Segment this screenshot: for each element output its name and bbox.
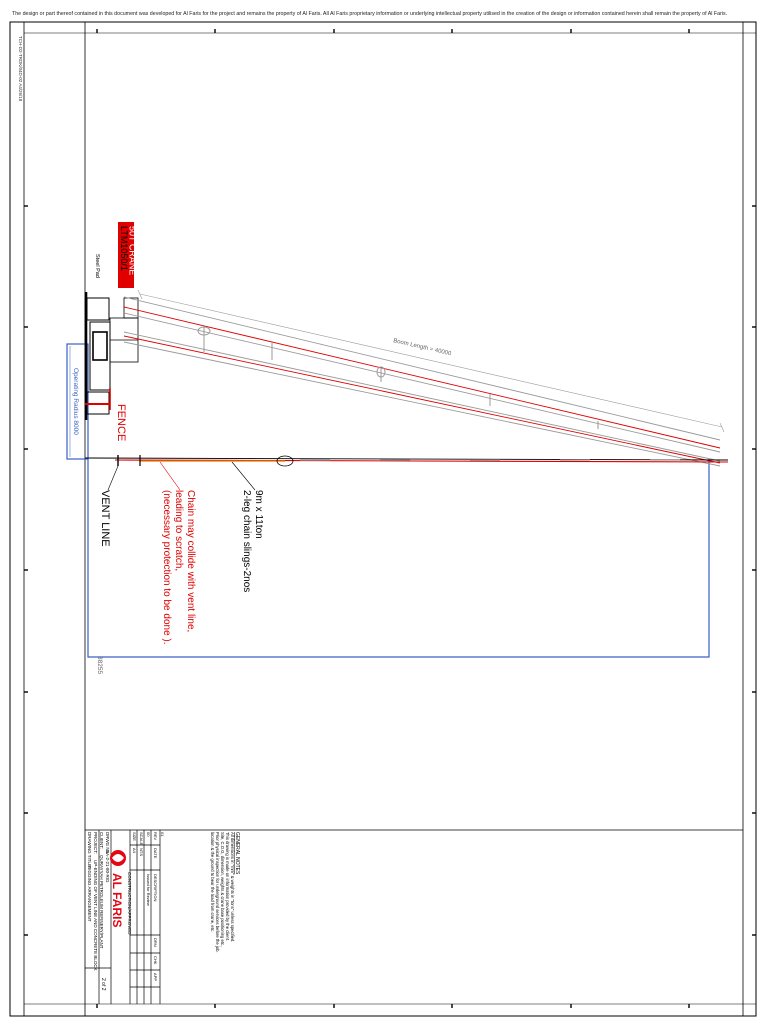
rev-row-2-description: Issued for Review <box>146 874 151 906</box>
load-dimension-label: 38255 <box>96 656 103 675</box>
drawing-number-label: DRWG No. <box>105 832 110 855</box>
note-5: location & the ground to bear the load from crane, etc. <box>210 832 215 933</box>
boom-length-label: Boom Length = 40000 <box>392 338 452 358</box>
steel-pad-label: Steel Pad <box>94 254 100 278</box>
crane-boom <box>124 297 720 466</box>
vent-line-leader <box>108 466 118 490</box>
sling-label-type: 2-leg chain slings-2nos <box>241 490 252 593</box>
side-reference: TCH-D2-TRDK/04D-02 A4/26/18 <box>18 36 23 102</box>
project-value: UP-ENDING OF VENT LINE AND CONCRETE BLOCK <box>93 860 98 971</box>
note-4: Prior physical inspection for underground services before the job. <box>215 832 220 953</box>
client-label: CLIENT: <box>99 832 104 849</box>
sling-leader <box>232 462 255 490</box>
disclaimer-text: The design or part thereof contained in this document was developed for Al Faris for the project and remains the property of Al Faris. All Al Faris proprietary information or underlying intellectual property utilised in the creation of the design or information contained herein shall remain the property of Al Faris. <box>12 11 728 17</box>
logo-text: AL FARIS <box>110 873 124 928</box>
rev-header-chk: CHK <box>153 956 158 965</box>
crane-body <box>86 292 138 420</box>
boom-length-tick-end <box>720 423 724 432</box>
fence-label: FENCE <box>115 404 127 442</box>
sling-label-size: 9m x 11ton <box>253 490 264 539</box>
rev-header-date: DATE <box>153 848 158 859</box>
rev-header-drn: DRN <box>153 938 158 947</box>
rev-row-1-no: 01 <box>160 832 165 837</box>
notes-heading: GENERAL NOTES <box>234 832 240 875</box>
sheet-number: 2 of 2 <box>100 978 106 991</box>
client-value: QURAYYAH PETROLEUM REFINERY/PLANT <box>99 855 104 949</box>
rev-row-2-no: 00 <box>146 832 151 837</box>
crane-label-model: LTM1050/1 <box>119 226 129 271</box>
warning-line-1: Chain may collide with vent line, <box>185 490 196 633</box>
operating-radius-label: Operating Radius 8000 <box>72 368 79 435</box>
rev-header-description: DESCRIPTION <box>153 874 158 902</box>
drawing-number-value: SA-2-21-80-RIG <box>105 850 110 883</box>
note-2: This drawing is made on information provided by the client. <box>225 832 230 942</box>
note-1: All dimensions in "mm" & weights in "tons" unless specified. <box>230 832 235 943</box>
outer-border <box>10 22 756 1016</box>
crane-label-capacity: 50T CRANE <box>127 226 138 276</box>
rev-header-app: APP <box>153 973 158 982</box>
zone-ticks <box>24 29 756 1008</box>
rev-header-rev: REV <box>153 832 158 841</box>
note-3: Site, C.O.G, dimension, weights & crane base positioning etc., <box>220 832 225 948</box>
warning-line-2: leading to scratch, <box>173 490 184 572</box>
scale-label: SCALE <box>139 832 144 846</box>
inner-border <box>24 22 756 1016</box>
scale-value: NTS <box>139 848 144 856</box>
boom-length-dimension <box>140 294 722 427</box>
drawing-title-value: RIGGING ARRANGEMENT <box>87 866 92 922</box>
size-value: A4 <box>132 848 137 853</box>
warning-line-3: (necessary protection to be done ). <box>161 490 172 645</box>
vent-line-label: VENT LINE <box>99 490 111 547</box>
drawing-title-label: DRAWING TITLE: <box>87 832 92 869</box>
size-label: SIZE <box>132 832 137 841</box>
al-faris-logo <box>110 850 126 927</box>
warning-leader <box>160 462 180 490</box>
project-label: PROJECT: <box>93 832 98 854</box>
title-block-ref: CONSTRUCTION/APPROVED <box>127 872 132 935</box>
title-block-grid <box>85 830 743 1004</box>
